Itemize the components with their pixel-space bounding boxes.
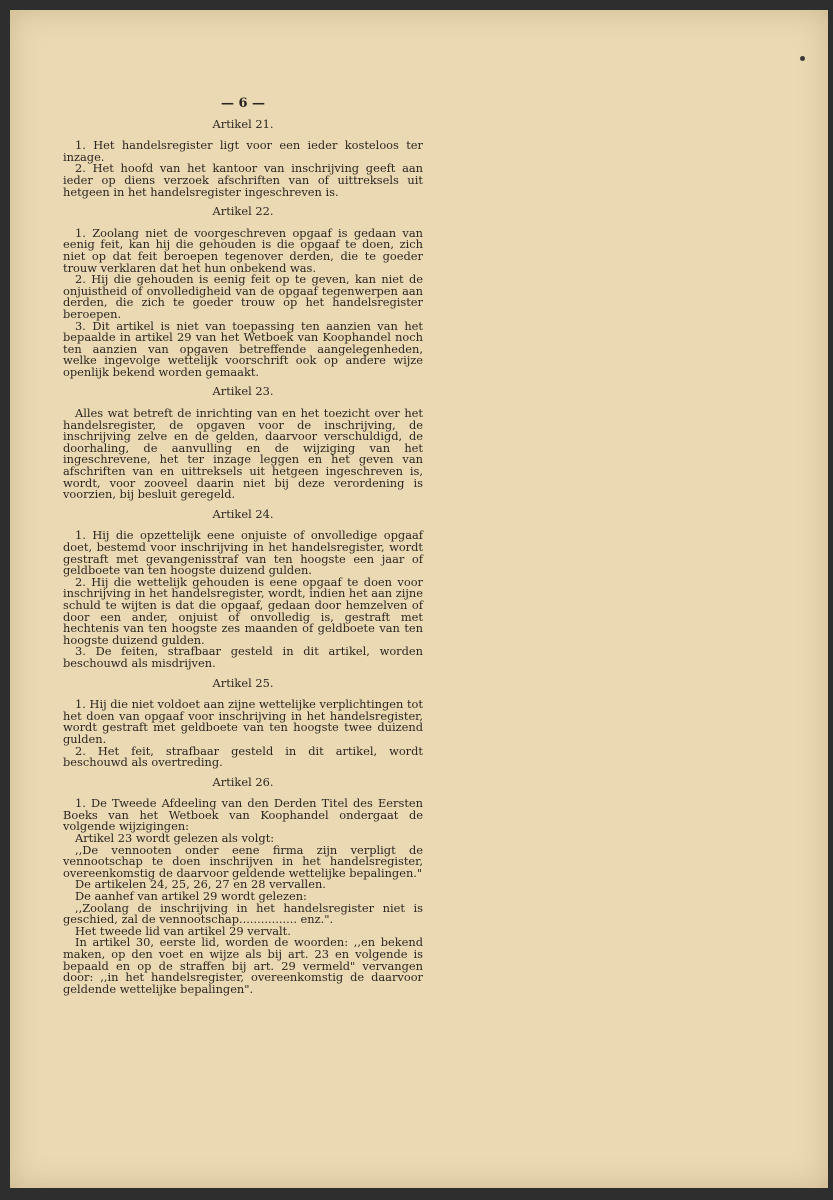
page-speck [800, 56, 805, 61]
article-heading: Artikel 26. [212, 774, 274, 789]
article-26 [63, 774, 423, 996]
article-paragraph: 1. Het handelsregister ligt voor een ieder kosteloos ter inzage. [63, 138, 423, 164]
article-paragraph: 3. Dit artikel is niet van toepassing ten aanzien van het bepaalde in artikel 29 van het Wetboek van Koophandel noch ten aanzien van opgaven betreffende aangelegenheden, welke ingevolge wettelijk voorschrift ook op andere wijze openlijk bekend worden gemaakt. [63, 318, 423, 379]
article-22 [63, 206, 423, 378]
article-heading: Artikel 23. [212, 384, 274, 399]
article-heading: Artikel 21. [212, 116, 274, 131]
article-24 [63, 506, 423, 670]
document-page [10, 10, 828, 1188]
article-paragraph: 2. Het feit, strafbaar gesteld in dit artikel, wordt beschouwd als overtreding. [63, 743, 423, 770]
article-paragraph: 1. Zoolang niet de voorgeschreven opgaaf is gedaan van eenig feit, kan hij die gehouden is die opgaaf te doen, zich niet op dat feit beroepen tegenover derden, die te goeder trouw verklaren dat het hun onbekend was. [63, 225, 423, 275]
article-paragraph: Artikel 23 wordt gelezen als volgt: [75, 831, 275, 846]
article-21 [63, 116, 423, 199]
article-heading: Artikel 24. [212, 506, 274, 521]
article-paragraph: 1. Hij die opzettelijk eene onjuiste of onvolledige opgaaf doet, bestemd voor inschrijving in het handelsregister, wordt gestraft met gevangenisstraf van ten hoogste een jaar of geldboete van ten hoogste duizend gulden. [63, 528, 423, 578]
article-paragraph: De aanhef van artikel 29 wordt gelezen: [75, 889, 307, 904]
article-heading: Artikel 25. [212, 675, 274, 690]
article-23 [63, 386, 423, 500]
article-paragraph: Het tweede lid van artikel 29 vervalt. [75, 923, 291, 938]
quoted-paragraph: ,,Zoolang de inschrijving in het handelsregister niet is geschied, zal de vennootschap................ enz.". [63, 900, 423, 927]
article-25 [63, 675, 423, 770]
article-paragraph: 3. De feiten, strafbaar gesteld in dit artikel, worden beschouwd als misdrijven. [63, 644, 423, 670]
article-paragraph: Alles wat betreft de inrichting van en het toezicht over het handelsregister, de opgaven voor de inschrijving, de inschrijving zelve en de gelden, daarvoor verschuldigd, de doorhaling, de aanvulling en de wijziging van het ingeschrevene, het ter inzage leggen en het geven van afschriften van en uittreksels uit hetgeen ingeschreven is, wordt, voor zooveel daarin niet bij deze verordening is voorzien, bij besluit geregeld. [63, 406, 423, 502]
article-paragraph: 1. Hij die niet voldoet aan zijne wettelijke verplichtingen tot het doen van opgaaf voor inschrijving in het handelsregister, wordt gestraft met geldboete van ten hoogste twee duizend gulden. [63, 697, 423, 746]
article-paragraph: In artikel 30, eerste lid, worden de woorden: ,,en bekend maken, op den voet en wijze als bij art. 23 en volgende is bepaald en op de straffen bij art. 29 vermeld" vervangen door: ,,in het handelsregister, overeenkomstig de daarvoor geldende wettelijke bepalingen". [63, 935, 423, 996]
article-paragraph: 2. Hij die gehouden is eenig feit op te geven, kan niet de onjuistheid of onvolledigheid van de opgaaf tegenwerpen aan derden, die zich te goeder trouw op het handelsregister beroepen. [63, 272, 423, 321]
article-heading: Artikel 22. [212, 204, 274, 219]
article-paragraph: 2. Het hoofd van het kantoor van inschrijving geeft aan ieder op diens verzoek afschriften van of uittreksels uit hetgeen in het handelsregister ingeschreven is. [63, 161, 423, 199]
article-paragraph: De artikelen 24, 25, 26, 27 en 28 vervallen. [75, 877, 326, 892]
page-text-column [63, 98, 423, 1003]
page-number: — 6 — [220, 96, 266, 111]
quoted-paragraph: ,,De vennooten onder eene firma zijn verpligt de vennootschap te doen inschrijven in het handelsregister, overeenkomstig de daarvoor geldende wettelijke bepalingen." [63, 842, 423, 880]
article-paragraph: 1. De Tweede Afdeeling van den Derden Titel des Eersten Boeks van het Wetboek van Koophandel ondergaat de volgende wijzigingen: [63, 796, 423, 834]
article-paragraph: 2. Hij die wettelijk gehouden is eene opgaaf te doen voor inschrijving in het handelsregister, wordt, indien het aan zijne schuld te wijten is dat die opgaaf, gedaan door hemzelven of door een ander, onjuist of onvolledig is, gestraft met hechtenis van ten hoogste zes maanden of geldboete van ten hoogste duizend gulden. [63, 574, 423, 647]
